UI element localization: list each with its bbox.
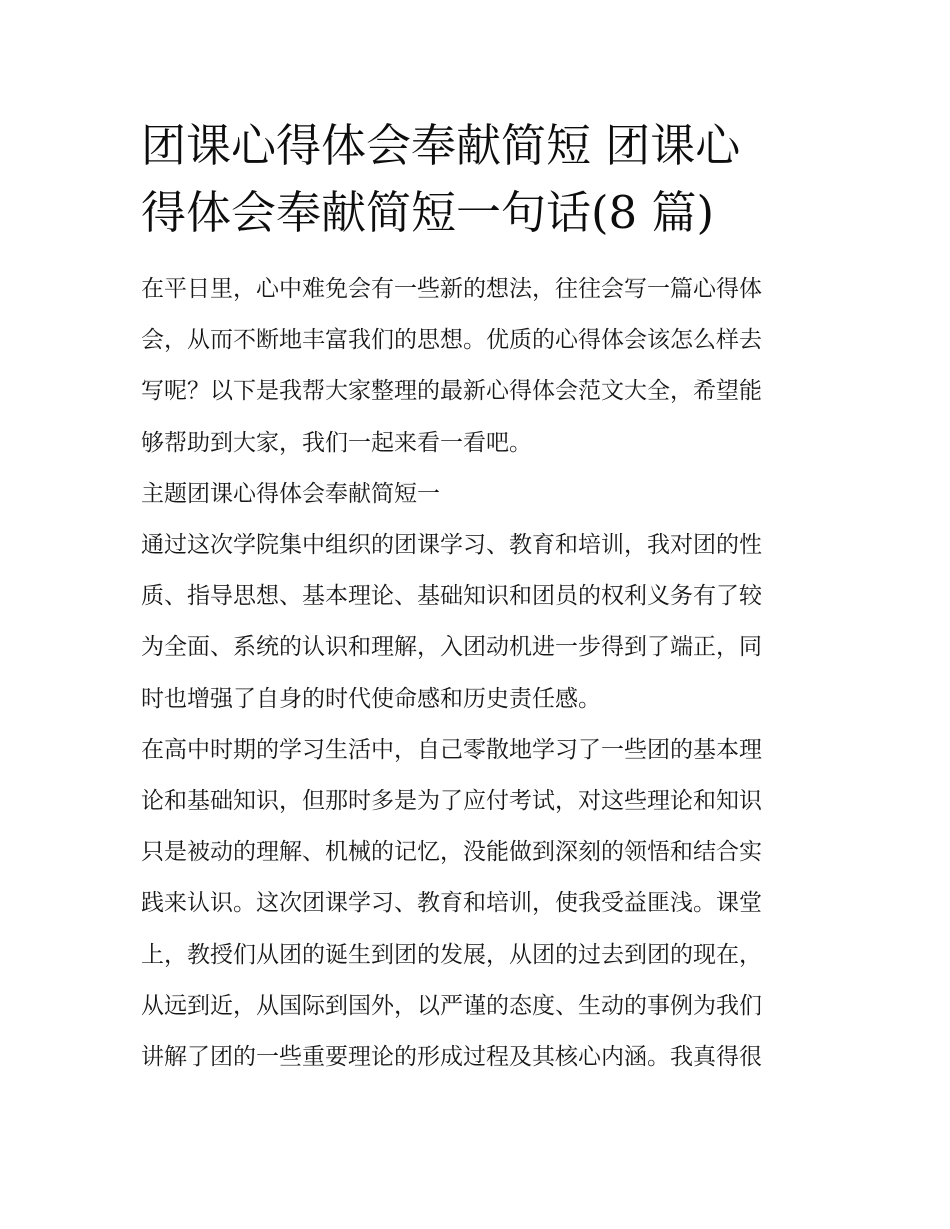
text-line: 写呢？以下是我帮大家整理的最新心得体会范文大全，希望能 bbox=[141, 378, 762, 405]
title-line: 得体会奉献简短一句话(8 篇) bbox=[141, 186, 715, 239]
text-line: 为全面、系统的认识和理解，入团动机进一步得到了端正，同 bbox=[141, 634, 762, 661]
text-line: 只是被动的理解、机械的记忆，没能做到深刻的领悟和结合实 bbox=[141, 839, 762, 866]
title-line: 团课心得体会奉献简短 团课心 bbox=[141, 119, 741, 172]
text-line: 主题团课心得体会奉献简短一 bbox=[141, 480, 440, 507]
text-line: 时也增强了自身的时代使命感和历史责任感。 bbox=[141, 685, 601, 712]
text-line: 在平日里，心中难免会有一些新的想法，往往会写一篇心得体 bbox=[141, 276, 762, 302]
text-line: 通过这次学院集中组织的团课学习、教育和培训，我对团的性 bbox=[141, 532, 762, 559]
section-heading bbox=[141, 469, 813, 520]
text-line: 质、指导思想、基本理论、基础知识和团员的权利义务有了较 bbox=[141, 583, 762, 610]
text-line: 够帮助到大家，我们一起来看一看吧。 bbox=[141, 429, 532, 456]
text-line: 会，从而不断地丰富我们的思想。优质的心得体会该怎么样去 bbox=[141, 327, 762, 354]
text-line: 践来认识。这次团课学习、教育和培训，使我受益匪浅。课堂 bbox=[141, 890, 762, 917]
text-line: 讲解了团的一些重要理论的形成过程及其核心内涵。我真得很 bbox=[141, 1044, 762, 1071]
text-line: 论和基础知识，但那时多是为了应付考试，对这些理论和知识 bbox=[141, 788, 762, 815]
text-line: 从远到近，从国际到国外，以严谨的态度、生动的事例为我们 bbox=[141, 992, 762, 1019]
text-line: 上，教授们从团的诞生到团的发展，从团的过去到团的现在， bbox=[141, 941, 762, 968]
document-body bbox=[141, 264, 813, 1083]
document-title bbox=[141, 112, 813, 246]
body-paragraph bbox=[141, 725, 813, 1083]
document-page bbox=[141, 112, 813, 1083]
body-paragraph bbox=[141, 520, 813, 725]
intro-paragraph bbox=[141, 264, 813, 469]
text-line: 在高中时期的学习生活中，自己零散地学习了一些团的基本理 bbox=[141, 736, 762, 763]
